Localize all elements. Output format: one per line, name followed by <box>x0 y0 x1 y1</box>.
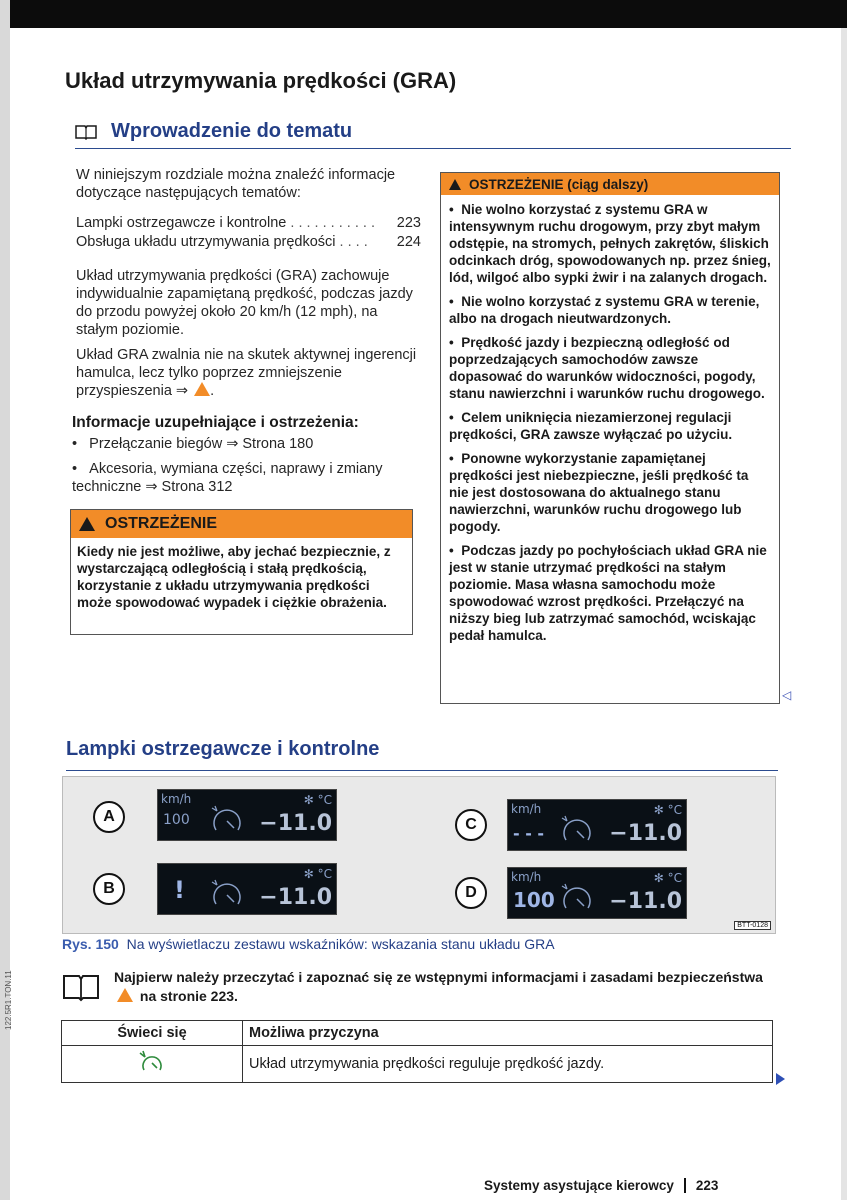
table-header: Możliwa przyczyna <box>243 1021 773 1046</box>
toc-label: Obsługa układu utrzymywania prędkości <box>76 234 336 250</box>
intro-paragraph-1: Układ utrzymywania prędkości (GRA) zachowuje indywidualnie zapamiętaną prędkość, podczas jazdy do przodu powyżej około 20 km/h (12 mph), na stałym poziomie. <box>76 268 413 338</box>
book-icon <box>75 124 97 140</box>
warning-list-item: • Prędkość jazdy i bezpieczną odległość od poprzedzających samochodów zawsze dopasować do warunków widoczności, pogody, stanu nawierzchni i warunków ruchu drogowego. <box>449 335 765 401</box>
indicator-table <box>61 1020 773 1083</box>
cruise-control-icon <box>560 882 594 912</box>
warning-box-continued <box>440 172 780 704</box>
page-footer: Systemy asystujące kierowcy 223 <box>484 1178 719 1193</box>
lcd-display: ! ✻ °C −11.0 <box>157 863 337 915</box>
table-header: Świeci się <box>62 1021 243 1046</box>
figure-panel-c <box>419 779 773 851</box>
scan-top-border <box>0 0 847 28</box>
continue-arrow-icon <box>776 1073 785 1085</box>
intro-heading: Wprowadzenie do tematu <box>111 120 353 142</box>
warning-triangle-icon <box>117 988 133 1002</box>
warning-list-item: • Nie wolno korzystać z systemu GRA w intensywnym ruchu drogowym, przy zbyt małym odstępie, na stromych, pełnych zakrętów, śliskich odcinkach dróg, spowodowanych np. przez śnieg, lód, wilgoć albo sypki żwir i na zalanych drogach. <box>449 202 771 285</box>
warning-triangle-icon <box>79 517 95 531</box>
lcd-display: km/h 100 ✻ °C −11.0 <box>507 867 687 919</box>
book-icon <box>62 972 100 1002</box>
side-code: 122.5R1.TON.11 <box>4 970 13 1030</box>
supplementary-heading: Informacje uzupełniające i ostrzeżenia: <box>72 414 359 431</box>
page-title: Układ utrzymywania prędkości (GRA) <box>65 68 457 93</box>
warning-list-item: • Podczas jazdy po pochyłościach układ GRA nie jest w stanie utrzymać prędkości na stałym poziomie. Masa własna samochodu może spowodować wzrost prędkości. Przełączyć na niższy bieg lub zatrzymać samochód, wciskając pedał hamulca. <box>449 543 767 643</box>
panel-label: A <box>93 801 125 833</box>
lcd-display: km/h 100 ✻ °C −11.0 <box>157 789 337 841</box>
panel-label: C <box>455 809 487 841</box>
warning-list-item: • Ponowne wykorzystanie zapamiętanej prędkości jest niebezpieczne, jeśli prędkość ta nie jest dostosowana do aktualnego stanu nawierzchni, warunków ruchu drogowego lub pogody. <box>449 451 749 534</box>
cruise-control-icon <box>138 1050 166 1074</box>
lcd-display: km/h - - - ✻ °C −11.0 <box>507 799 687 851</box>
list-item[interactable]: • Akcesoria, wymiana części, naprawy i zmiany techniczne ⇒ Strona 312 <box>72 461 383 495</box>
figure-panel-a <box>63 779 417 851</box>
warning-list-item: • Nie wolno korzystać z systemu GRA w terenie, albo na drogach nieutwardzonych. <box>449 294 760 326</box>
toc-item[interactable]: Obsługa układu utrzymywania prędkości . . . . 224 <box>76 234 421 250</box>
section-heading: Lampki ostrzegawcze i kontrolne <box>66 738 380 760</box>
intro-section-header <box>75 118 791 149</box>
figure-code: BTT-0128 <box>734 921 771 930</box>
cruise-control-icon <box>210 878 244 908</box>
warning-triangle-icon <box>449 179 461 190</box>
toc-page: 223 <box>396 215 421 231</box>
toc-label: Lampki ostrzegawcze i kontrolne <box>76 215 287 231</box>
warning-list-item: • Celem uniknięcia niezamierzonej regulacji prędkości, GRA zawsze wyłączać po użyciu. <box>449 410 733 442</box>
figure-caption: Rys. 150 Na wyświetlaczu zestawu wskaźników: wskazania stanu układu GRA <box>62 936 555 952</box>
cruise-control-icon <box>210 804 244 834</box>
section-header <box>66 736 778 771</box>
scan-right-border <box>841 28 847 1200</box>
figure-panel-b <box>63 855 417 927</box>
intro-paragraph-2: Układ GRA zwalnia nie na skutek aktywnej ingerencji hamulca, lecz tylko poprzez zmniejszenie przyspieszenia ⇒ . <box>76 347 417 399</box>
table-cell: Układ utrzymywania prędkości reguluje prędkość jazdy. <box>243 1046 773 1083</box>
cruise-control-icon <box>560 814 594 844</box>
panel-label: B <box>93 873 125 905</box>
warning-header: OSTRZEŻENIE <box>71 510 412 538</box>
panel-label: D <box>455 877 487 909</box>
warning-box <box>70 509 413 635</box>
table-header-row <box>62 1021 773 1046</box>
figure-panel-d <box>419 855 773 927</box>
warning-triangle-icon <box>194 382 210 396</box>
toc-page: 224 <box>396 234 421 250</box>
section-end-mark: ◁ <box>782 688 792 702</box>
toc-item[interactable]: Lampki ostrzegawcze i kontrolne . . . . . . . . . . . 223 <box>76 215 421 231</box>
warning-text: Kiedy nie jest możliwe, aby jechać bezpiecznie, z wystarczającą odległością i stałą prędkością, korzystanie z układu utrzymywania prędkości może spowodować wypadek i ciężkie obrażenia. <box>77 544 391 610</box>
page-number: 223 <box>695 1178 719 1193</box>
warning-header: OSTRZEŻENIE (ciąg dalszy) <box>441 173 779 195</box>
table-row <box>62 1046 773 1083</box>
display-figure <box>62 776 776 934</box>
warning-list <box>441 195 779 644</box>
list-item[interactable]: • Przełączanie biegów ⇒ Strona 180 <box>72 436 314 452</box>
intro-lead: W niniejszym rozdziale można znaleźć informacje dotyczące następujących tematów: <box>76 167 396 201</box>
